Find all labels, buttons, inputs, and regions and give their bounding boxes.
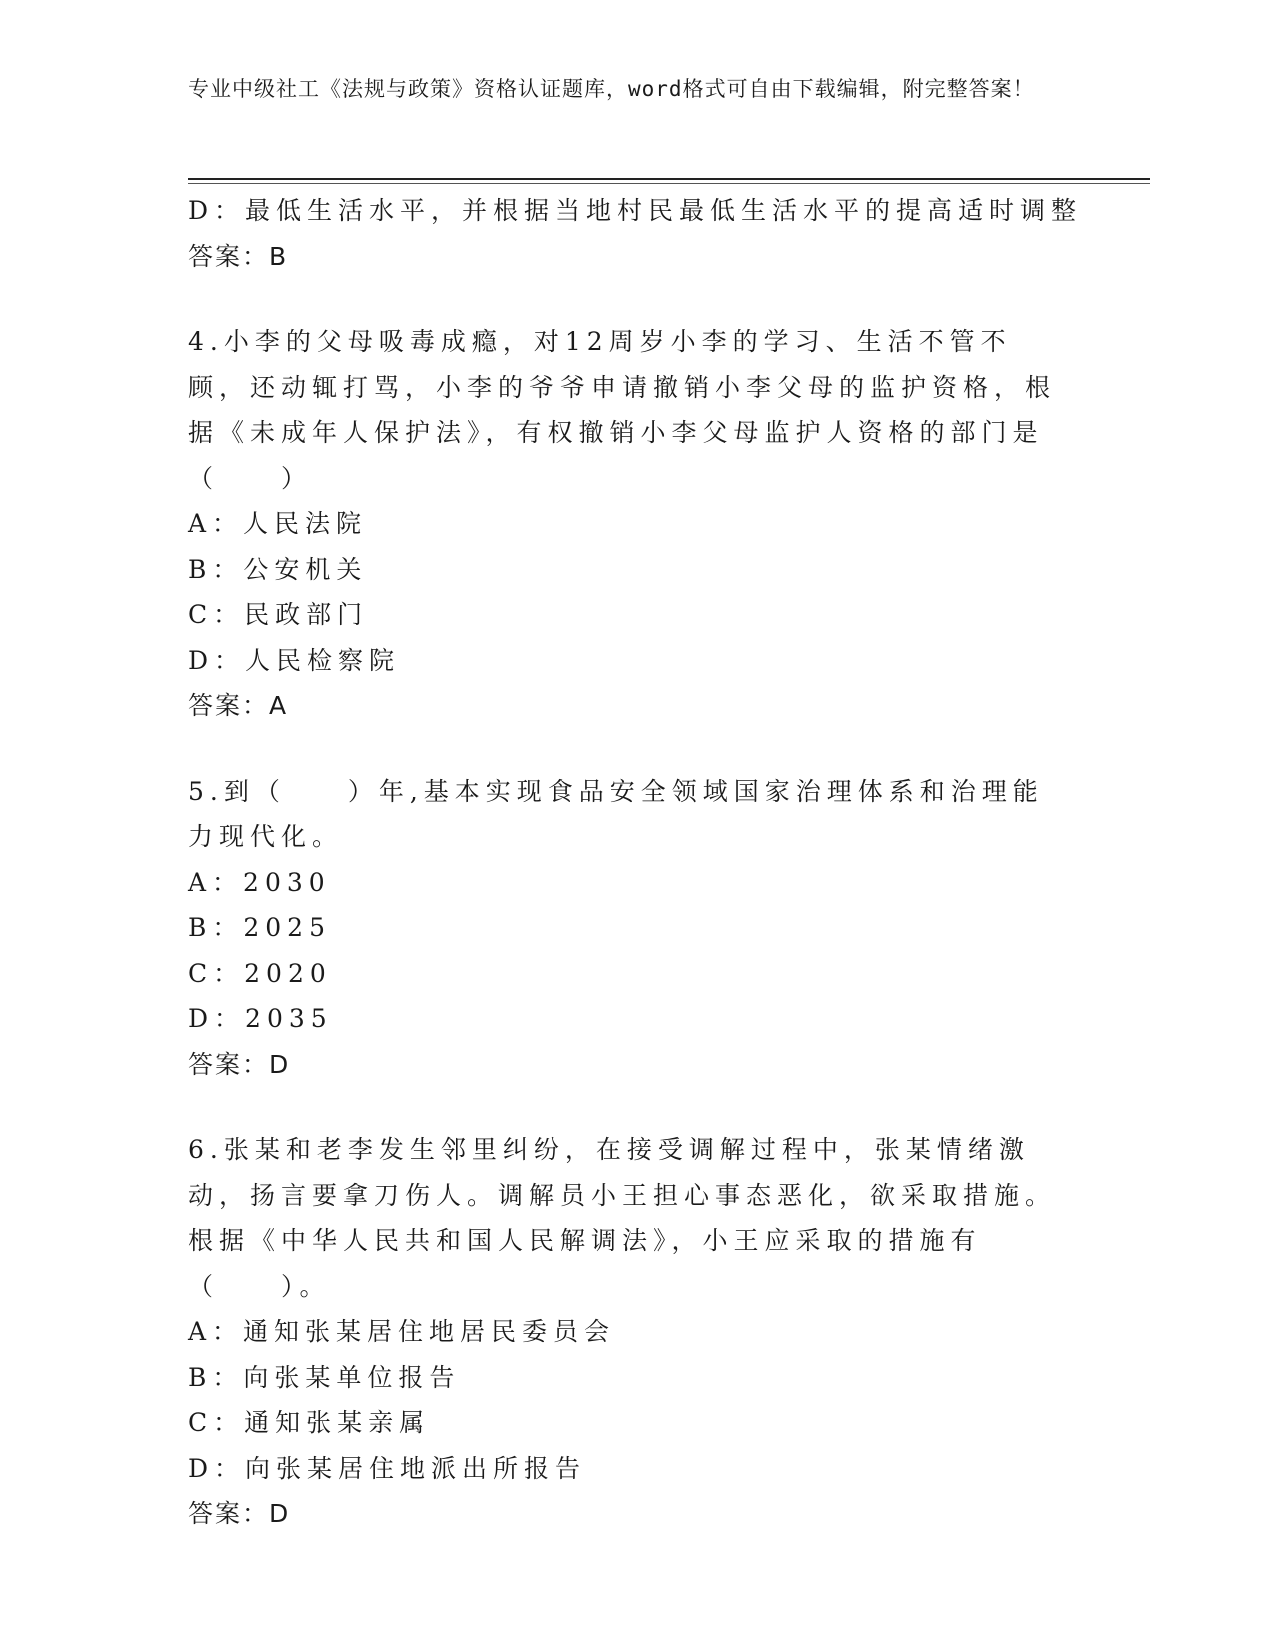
question-stem-5: 5.到（ ）年,基本实现食品安全领域国家治理体系和治理能力现代化。 — [188, 776, 1044, 851]
option-a: A：通知张某居住地居民委员会 — [188, 1317, 616, 1346]
answer: 答案：D — [188, 1049, 291, 1079]
option-c: C：通知张某亲属 — [188, 1408, 431, 1437]
option-b: B：公安机关 — [188, 554, 368, 584]
header-rule-thick — [188, 178, 1150, 180]
option-d: D：2035 — [188, 1004, 333, 1033]
option-c: C：2020 — [188, 958, 332, 988]
question-stem-4: 4.小李的父母吸毒成瘾，对12周岁小李的学习、生活不管不顾，还动辄打骂，小李的爷爷申请撤销小李父母的监护资格，根据《未成年人保护法》，有权撤销小李父母监护人资格的部门是（ ） — [188, 327, 1057, 493]
option-a: A：人民法院 — [188, 509, 368, 538]
option-d: D：最低生活水平，并根据当地村民最低生活水平的提高适时调整 — [188, 196, 1083, 225]
option-d: D：人民检察院 — [188, 645, 401, 675]
question-stem-6: 6.张某和老李发生邻里纠纷，在接受调解过程中，张某情绪激动，扬言要拿刀伤人。调解员小王担心事态恶化，欲采取措施。根据《中华人民共和国人民解调法》，小王应采取的措施有（ ）。 — [188, 1135, 1057, 1301]
option-b: B：向张某单位报告 — [188, 1362, 461, 1392]
option-d: D：向张某居住地派出所报告 — [188, 1453, 587, 1483]
option-a: A：2030 — [188, 867, 331, 897]
document-body — [188, 188, 1083, 1537]
answer: 答案：B — [188, 241, 289, 271]
page-header: 专业中级社工《法规与政策》资格认证题库，word格式可自由下载编辑，附完整答案！ — [188, 77, 1035, 101]
answer: 答案：A — [188, 691, 289, 720]
header-rule-thin — [188, 183, 1150, 184]
option-b: B：2025 — [188, 913, 331, 942]
option-c: C：民政部门 — [188, 600, 369, 629]
answer: 答案：D — [188, 1499, 291, 1528]
